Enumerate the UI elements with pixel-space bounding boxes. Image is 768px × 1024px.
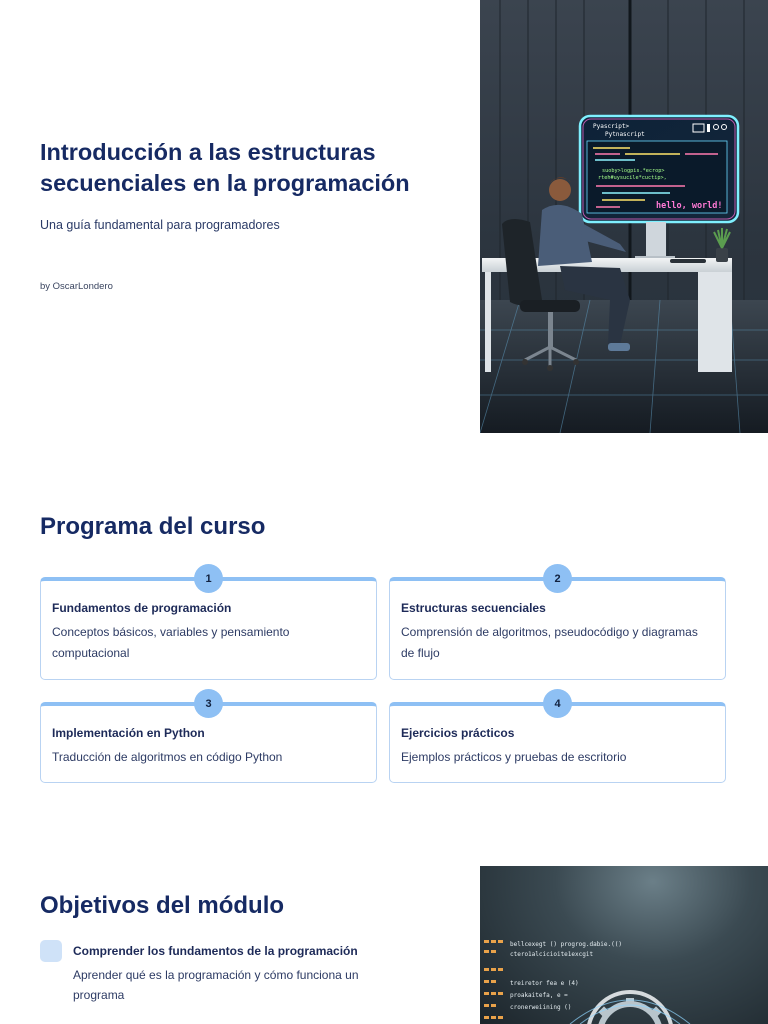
page-title: Introducción a las estructuras secuenciales en la programación [40,139,410,196]
author-credit: by OscarLondero [40,281,113,292]
code-line: cronerweiining () [510,1004,572,1011]
greeting-text: hello, world! [656,201,723,211]
step-number-badge: 4 [543,689,572,718]
step-number-badge: 2 [543,564,572,593]
code-line: ctero1alcicioite1excgit [510,951,594,958]
code-line: bellcexegt () progrog.dabie.(() [510,941,622,948]
card-description: Ejemplos prácticos y pruebas de escritorio [401,750,627,764]
card-description: Comprensión de algoritmos, pseudocódigo y diagramas de flujo [401,625,698,660]
programmer-at-desk-illustration [480,0,768,433]
code-gear-illustration [480,866,768,1024]
code-line: proakaitefa, e = [510,992,568,999]
card-description: Traducción de algoritmos en código Python [52,750,283,764]
card-title: Estructuras secuenciales [401,601,546,615]
page-subtitle: Una guía fundamental para programadores [40,218,280,232]
window-subtitle: Pytnascript [605,131,645,138]
step-number-badge: 1 [194,564,223,593]
objectives-title: Objetivos del módulo [40,892,285,919]
card-description: Conceptos básicos, variables y pensamiento computacional [52,625,290,660]
objective-bullet-icon [40,940,62,962]
syllabus-card [389,697,726,783]
syllabus-title: Programa del curso [40,513,266,540]
card-title: Ejercicios prácticos [401,726,515,740]
window-title: Pyascript> [593,123,630,130]
card-title: Implementación en Python [52,726,205,740]
syllabus-card [40,572,377,680]
objective-description: Aprender qué es la programación y cómo funciona un programa [73,968,359,1002]
objectives-illustration [480,866,768,1024]
code-line: treiretor fea e (4) [510,980,579,987]
hero-illustration [480,0,768,433]
code-line: suoby>logpis.*ecrop> [602,168,665,174]
syllabus-card [40,697,377,783]
card-title: Fundamentos de programación [52,601,232,615]
objective-title: Comprender los fundamentos de la programación [73,944,358,958]
syllabus-card [389,572,726,680]
step-number-badge: 3 [194,689,223,718]
code-line: rteh#uysucile*cuctip>, [598,175,667,181]
